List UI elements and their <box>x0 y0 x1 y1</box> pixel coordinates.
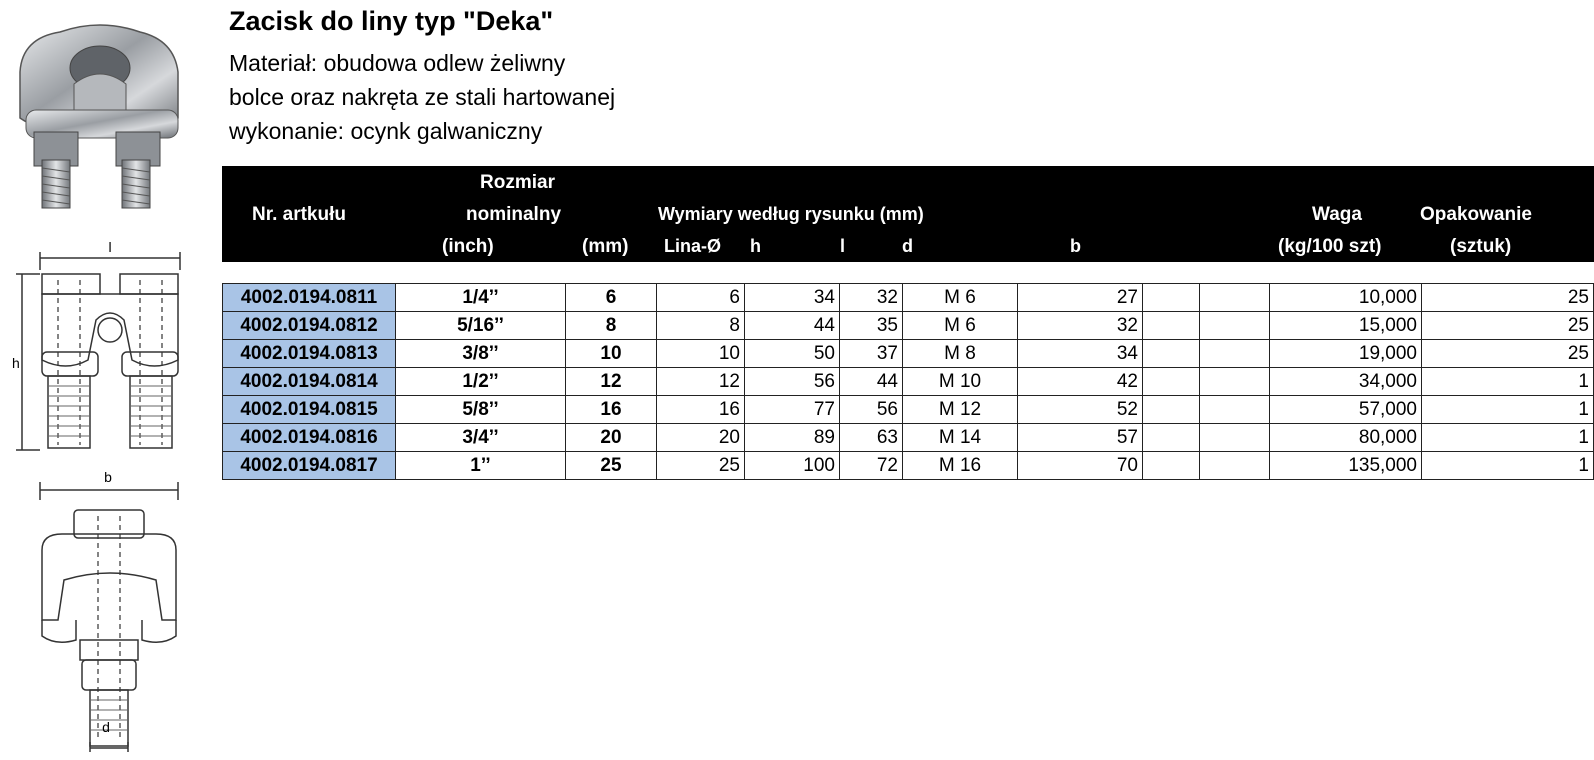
size-mm-cell: 10 <box>566 340 657 368</box>
article-number-cell: 4002.0194.0811 <box>223 284 396 312</box>
empty-cell <box>1200 340 1270 368</box>
rope-diameter-cell: 8 <box>657 312 745 340</box>
size-inch-cell: 1’’ <box>396 452 566 480</box>
dim-l-cell: 72 <box>840 452 903 480</box>
size-inch-cell: 3/4’’ <box>396 424 566 452</box>
dim-d-cell: M 12 <box>903 396 1018 424</box>
col-pack: Opakowanie <box>1420 204 1532 225</box>
dim-l-cell: 35 <box>840 312 903 340</box>
empty-cell <box>1143 424 1200 452</box>
product-table <box>222 283 1594 480</box>
article-number-cell: 4002.0194.0812 <box>223 312 396 340</box>
col-dims: Wymiary według rysunku (mm) <box>658 204 924 224</box>
material-line: Materiał: obudowa odlew żeliwny <box>229 50 566 76</box>
product-photo <box>8 10 193 215</box>
dim-h-cell: 44 <box>745 312 840 340</box>
col-lina: Lina-Ø <box>664 236 721 256</box>
page-title: Zacisk do liny typ "Deka" <box>229 6 554 36</box>
rope-diameter-cell: 6 <box>657 284 745 312</box>
empty-cell <box>1143 368 1200 396</box>
col-d: d <box>902 236 913 256</box>
empty-cell <box>1200 284 1270 312</box>
empty-cell <box>1200 312 1270 340</box>
col-size-line1: Rozmiar <box>480 172 555 193</box>
packaging-cell: 1 <box>1422 452 1594 480</box>
dim-h-cell: 89 <box>745 424 840 452</box>
dim-d-cell: M 8 <box>903 340 1018 368</box>
table-row <box>223 396 1594 424</box>
dim-label-b: b <box>104 470 112 485</box>
size-mm-cell: 16 <box>566 396 657 424</box>
dim-d-cell: M 16 <box>903 452 1018 480</box>
empty-cell <box>1143 284 1200 312</box>
article-number-cell: 4002.0194.0814 <box>223 368 396 396</box>
dim-b-cell: 70 <box>1018 452 1143 480</box>
packaging-cell: 1 <box>1422 368 1594 396</box>
col-mm: (mm) <box>582 236 629 257</box>
packaging-cell: 25 <box>1422 312 1594 340</box>
dim-h-cell: 56 <box>745 368 840 396</box>
size-inch-cell: 1/2’’ <box>396 368 566 396</box>
rope-diameter-cell: 16 <box>657 396 745 424</box>
rope-diameter-cell: 10 <box>657 340 745 368</box>
col-weight-unit: (kg/100 szt) <box>1278 236 1382 257</box>
dim-h-cell: 50 <box>745 340 840 368</box>
packaging-cell: 1 <box>1422 396 1594 424</box>
empty-cell <box>1143 312 1200 340</box>
col-weight: Waga <box>1312 204 1362 225</box>
empty-cell <box>1143 396 1200 424</box>
rope-diameter-cell: 20 <box>657 424 745 452</box>
article-number-cell: 4002.0194.0817 <box>223 452 396 480</box>
dim-h-cell: 100 <box>745 452 840 480</box>
col-size-line2: nominalny <box>466 204 562 225</box>
front-view-drawing <box>6 240 201 460</box>
empty-cell <box>1200 368 1270 396</box>
size-mm-cell: 12 <box>566 368 657 396</box>
dim-b-cell: 32 <box>1018 312 1143 340</box>
dim-b-cell: 42 <box>1018 368 1143 396</box>
dim-l-cell: 44 <box>840 368 903 396</box>
dim-d-cell: M 6 <box>903 284 1018 312</box>
empty-cell <box>1200 424 1270 452</box>
dim-h-cell: 77 <box>745 396 840 424</box>
table-row <box>223 452 1594 480</box>
size-mm-cell: 20 <box>566 424 657 452</box>
packaging-cell: 25 <box>1422 340 1594 368</box>
weight-cell: 10,000 <box>1270 284 1422 312</box>
product-images <box>0 0 215 760</box>
size-inch-cell: 5/16’’ <box>396 312 566 340</box>
dim-l-cell: 56 <box>840 396 903 424</box>
empty-cell <box>1200 452 1270 480</box>
size-mm-cell: 6 <box>566 284 657 312</box>
empty-cell <box>1200 396 1270 424</box>
rope-diameter-cell: 12 <box>657 368 745 396</box>
dim-h-cell: 34 <box>745 284 840 312</box>
empty-cell <box>1143 452 1200 480</box>
table-row <box>223 368 1594 396</box>
table-row <box>223 424 1594 452</box>
dim-l-cell: 37 <box>840 340 903 368</box>
dim-b-cell: 57 <box>1018 424 1143 452</box>
weight-cell: 34,000 <box>1270 368 1422 396</box>
dim-b-cell: 27 <box>1018 284 1143 312</box>
dim-label-d: d <box>102 719 110 735</box>
size-mm-cell: 25 <box>566 452 657 480</box>
weight-cell: 80,000 <box>1270 424 1422 452</box>
table-row <box>223 312 1594 340</box>
col-l: l <box>840 236 846 256</box>
table-header <box>222 166 1594 262</box>
dim-d-cell: M 10 <box>903 368 1018 396</box>
weight-cell: 19,000 <box>1270 340 1422 368</box>
size-inch-cell: 3/8’’ <box>396 340 566 368</box>
dim-label-l: l <box>108 240 112 255</box>
dim-b-cell: 52 <box>1018 396 1143 424</box>
bolts-line: bolce oraz nakręta ze stali hartowanej <box>229 84 616 110</box>
size-inch-cell: 1/4’’ <box>396 284 566 312</box>
dim-label-h: h <box>12 355 20 371</box>
col-pack-unit: (sztuk) <box>1450 236 1512 257</box>
rope-diameter-cell: 25 <box>657 452 745 480</box>
col-b: b <box>1070 236 1081 256</box>
table-row <box>223 340 1594 368</box>
article-number-cell: 4002.0194.0813 <box>223 340 396 368</box>
finish-line: wykonanie: ocynk galwaniczny <box>229 118 543 144</box>
col-h: h <box>750 236 761 256</box>
side-view-drawing <box>6 470 201 755</box>
dim-b-cell: 34 <box>1018 340 1143 368</box>
empty-cell <box>1143 340 1200 368</box>
dim-l-cell: 63 <box>840 424 903 452</box>
table-row <box>223 284 1594 312</box>
dim-d-cell: M 14 <box>903 424 1018 452</box>
weight-cell: 57,000 <box>1270 396 1422 424</box>
packaging-cell: 25 <box>1422 284 1594 312</box>
size-inch-cell: 5/8’’ <box>396 396 566 424</box>
dim-l-cell: 32 <box>840 284 903 312</box>
packaging-cell: 1 <box>1422 424 1594 452</box>
dim-d-cell: M 6 <box>903 312 1018 340</box>
size-mm-cell: 8 <box>566 312 657 340</box>
weight-cell: 15,000 <box>1270 312 1422 340</box>
weight-cell: 135,000 <box>1270 452 1422 480</box>
col-inch: (inch) <box>442 236 494 257</box>
article-number-cell: 4002.0194.0816 <box>223 424 396 452</box>
article-number-cell: 4002.0194.0815 <box>223 396 396 424</box>
col-article: Nr. artkułu <box>252 204 346 225</box>
